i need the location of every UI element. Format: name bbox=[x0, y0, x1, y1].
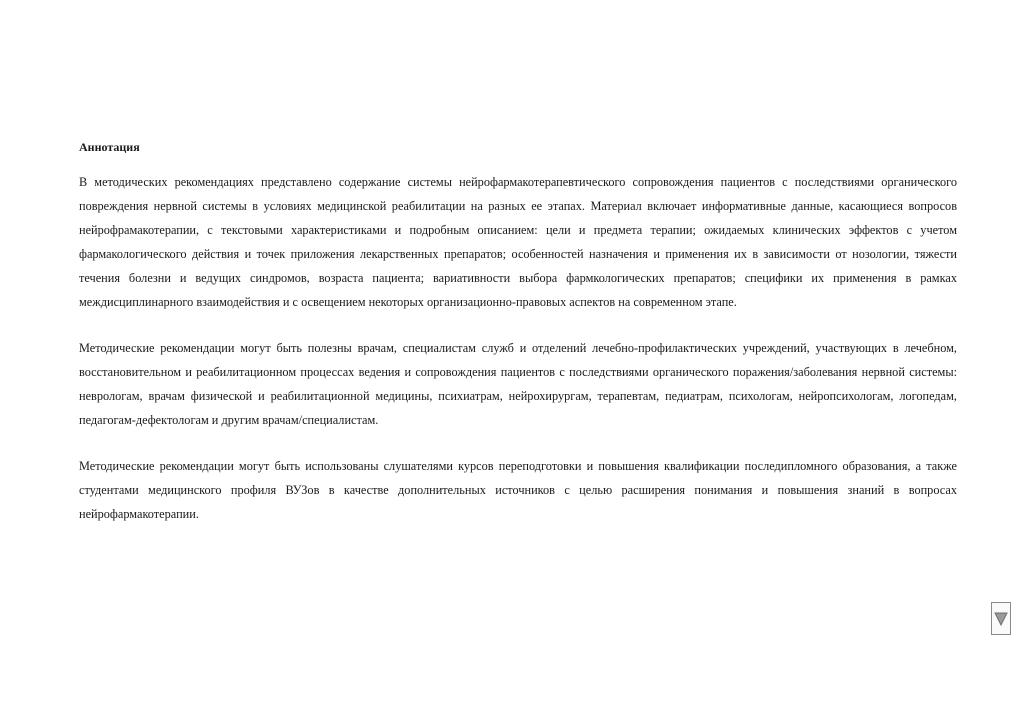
section-heading: Аннотация bbox=[79, 140, 140, 154]
paragraph-1: В методических рекомендациях представлено содержание системы нейрофармакотерапевтического сопровождения пациентов с последствиями органического повреждения нервной системы в условиях медицинской реабилитации на разных ее этапах. Материал включает информативные данные, касающиеся вопросов нейрофрамакотерапии, с текстовыми характеристиками и подробным описанием: цели и предмета терапии; ожидаемых клинических эффектов с учетом фармакологического действия и точек приложения лекарственных препаратов; особенностей назначения и применения их в зависимости от нозологии, тяжести течения болезни и ведущих синдромов, возраста пациента; вариативности выбора фармкологических препаратов; специфики их применения в рамках междисциплинарного взаимодействия и с освещением некоторых организационно-правовых аспектов на современном этапе. bbox=[79, 175, 957, 309]
paragraph-3: Методические рекомендации могут быть использованы слушателями курсов переподготовки и повышения квалификации последипломного образования, а также студентами медицинского профиля ВУЗов в качестве дополнительных источников с целью расширения понимания и повышения знаний в вопросах нейрофармакотерапии. bbox=[79, 459, 957, 521]
paragraph-2: Методические рекомендации могут быть полезны врачам, специалистам служб и отделений лечебно-профилактических учреждений, участвующих в лечебном, восстановительном и реабилитационном процессах ведения и сопровождения пациентов с последствиями органического поражения/заболевания нервной системы: неврологам, врачам физической и реабилитационной медицины, психиатрам, нейрохирургам, терапевтам, педиатрам, психологам, нейропсихологам, логопедам, педагогам-дефектологам и другим врачам/специалистам. bbox=[79, 341, 957, 427]
scroll-down-button[interactable] bbox=[991, 602, 1011, 635]
annotation-section bbox=[79, 138, 957, 526]
triangle-down-icon bbox=[994, 612, 1008, 626]
